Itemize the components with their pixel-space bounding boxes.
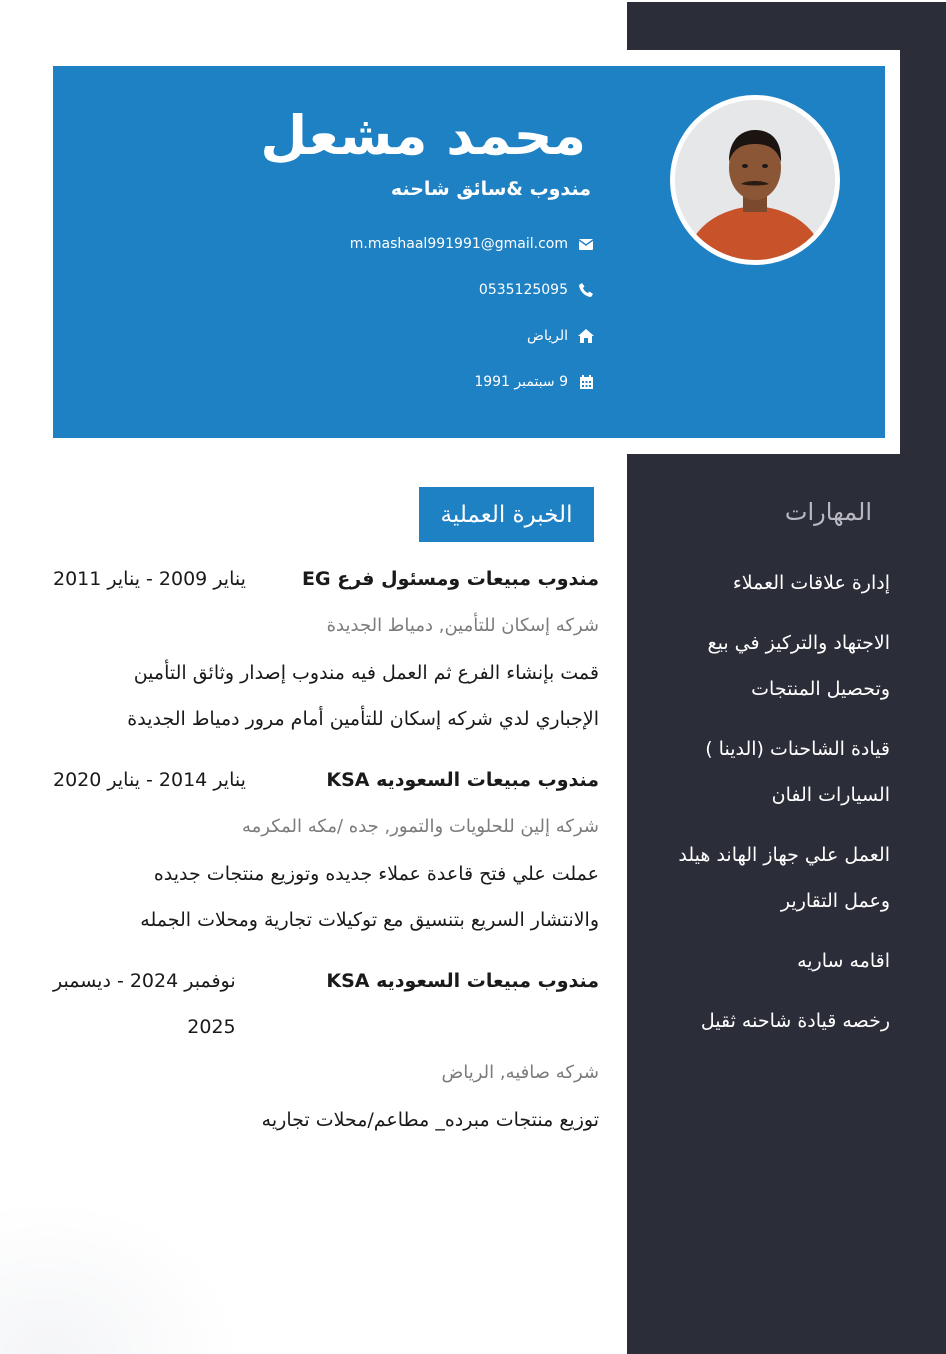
description-line: عملت علي فتح قاعدة عملاء جديده وتوزيع منتجات جديده	[153, 863, 599, 885]
job-header	[53, 556, 599, 602]
contact-phone[interactable]	[479, 279, 594, 301]
description-line: والانتشار السريع بتنسيق مع توكيلات تجارية ومحلات الجمله	[140, 909, 599, 931]
city-text: الرياض	[527, 328, 568, 344]
envelope-icon	[578, 236, 594, 252]
home-icon	[578, 328, 594, 344]
job-description	[99, 1097, 599, 1143]
skill-item: الاجتهاد والتركيز في بيع وتحصيل المنتجات	[707, 632, 890, 700]
job-company: شركه صافيه, الرياض	[441, 1062, 599, 1083]
decorative-fade	[0, 1200, 240, 1354]
candidate-title: مندوب &سائق شاحنه	[390, 178, 591, 200]
contact-email[interactable]	[350, 233, 594, 255]
job-role: مندوب مبيعات السعوديه KSA	[326, 769, 599, 791]
skills-list	[640, 560, 890, 1058]
phone-text: 0535125095	[478, 282, 568, 298]
job-date	[53, 958, 236, 1050]
avatar	[675, 100, 835, 260]
skill-item: قيادة الشاحنات (الدينا ) السيارات الفان	[705, 738, 890, 806]
skill-item: إدارة علاقات العملاء	[732, 572, 890, 594]
skill-item: اقامه ساريه	[797, 950, 890, 972]
job-date-line: 2025	[187, 1016, 236, 1038]
job-date: يناير 2009 - يناير 2011	[53, 568, 246, 590]
description-line: الإجباري لدي شركه إسكان للتأمين أمام مرور دمياط الجديدة	[127, 708, 599, 730]
skill-item: العمل علي جهاز الهاند هيلد وعمل التقارير	[678, 844, 890, 912]
job-date-line: نوفمبر 2024 - ديسمبر	[53, 970, 236, 992]
job-description	[99, 851, 599, 943]
skills-heading: المهارات	[784, 498, 872, 526]
birthdate-text: 9 سبتمبر 1991	[474, 374, 568, 390]
job-header	[53, 757, 599, 803]
experience-heading: الخبرة العملية	[419, 487, 594, 542]
job-role: مندوب مبيعات ومسئول فرع EG	[302, 568, 599, 590]
contact-city	[527, 325, 594, 347]
phone-icon	[578, 282, 594, 298]
calendar-icon	[578, 374, 594, 390]
job-header	[53, 958, 599, 1050]
job-company: شركه إلين للحلويات والتمور, جده /مكه المكرمه	[241, 816, 599, 837]
description-line: قمت بإنشاء الفرع ثم العمل فيه مندوب إصدار وثائق التأمين	[133, 662, 599, 684]
job-role: مندوب مبيعات السعوديه KSA	[326, 970, 599, 992]
job-description	[99, 650, 599, 742]
description-line: توزيع منتجات مبرده_ مطاعم/محلات تجاريه	[261, 1109, 599, 1131]
job-company: شركه إسكان للتأمين, دمياط الجديدة	[326, 615, 599, 636]
contact-birthdate	[474, 371, 594, 393]
email-text: m.mashaal991991@gmail.com	[349, 236, 568, 252]
skill-item: رخصه قيادة شاحنه ثقيل	[700, 1010, 890, 1032]
job-date: يناير 2014 - يناير 2020	[53, 769, 246, 791]
profile-photo	[670, 95, 840, 265]
candidate-name: محمد مشعل	[260, 104, 586, 167]
